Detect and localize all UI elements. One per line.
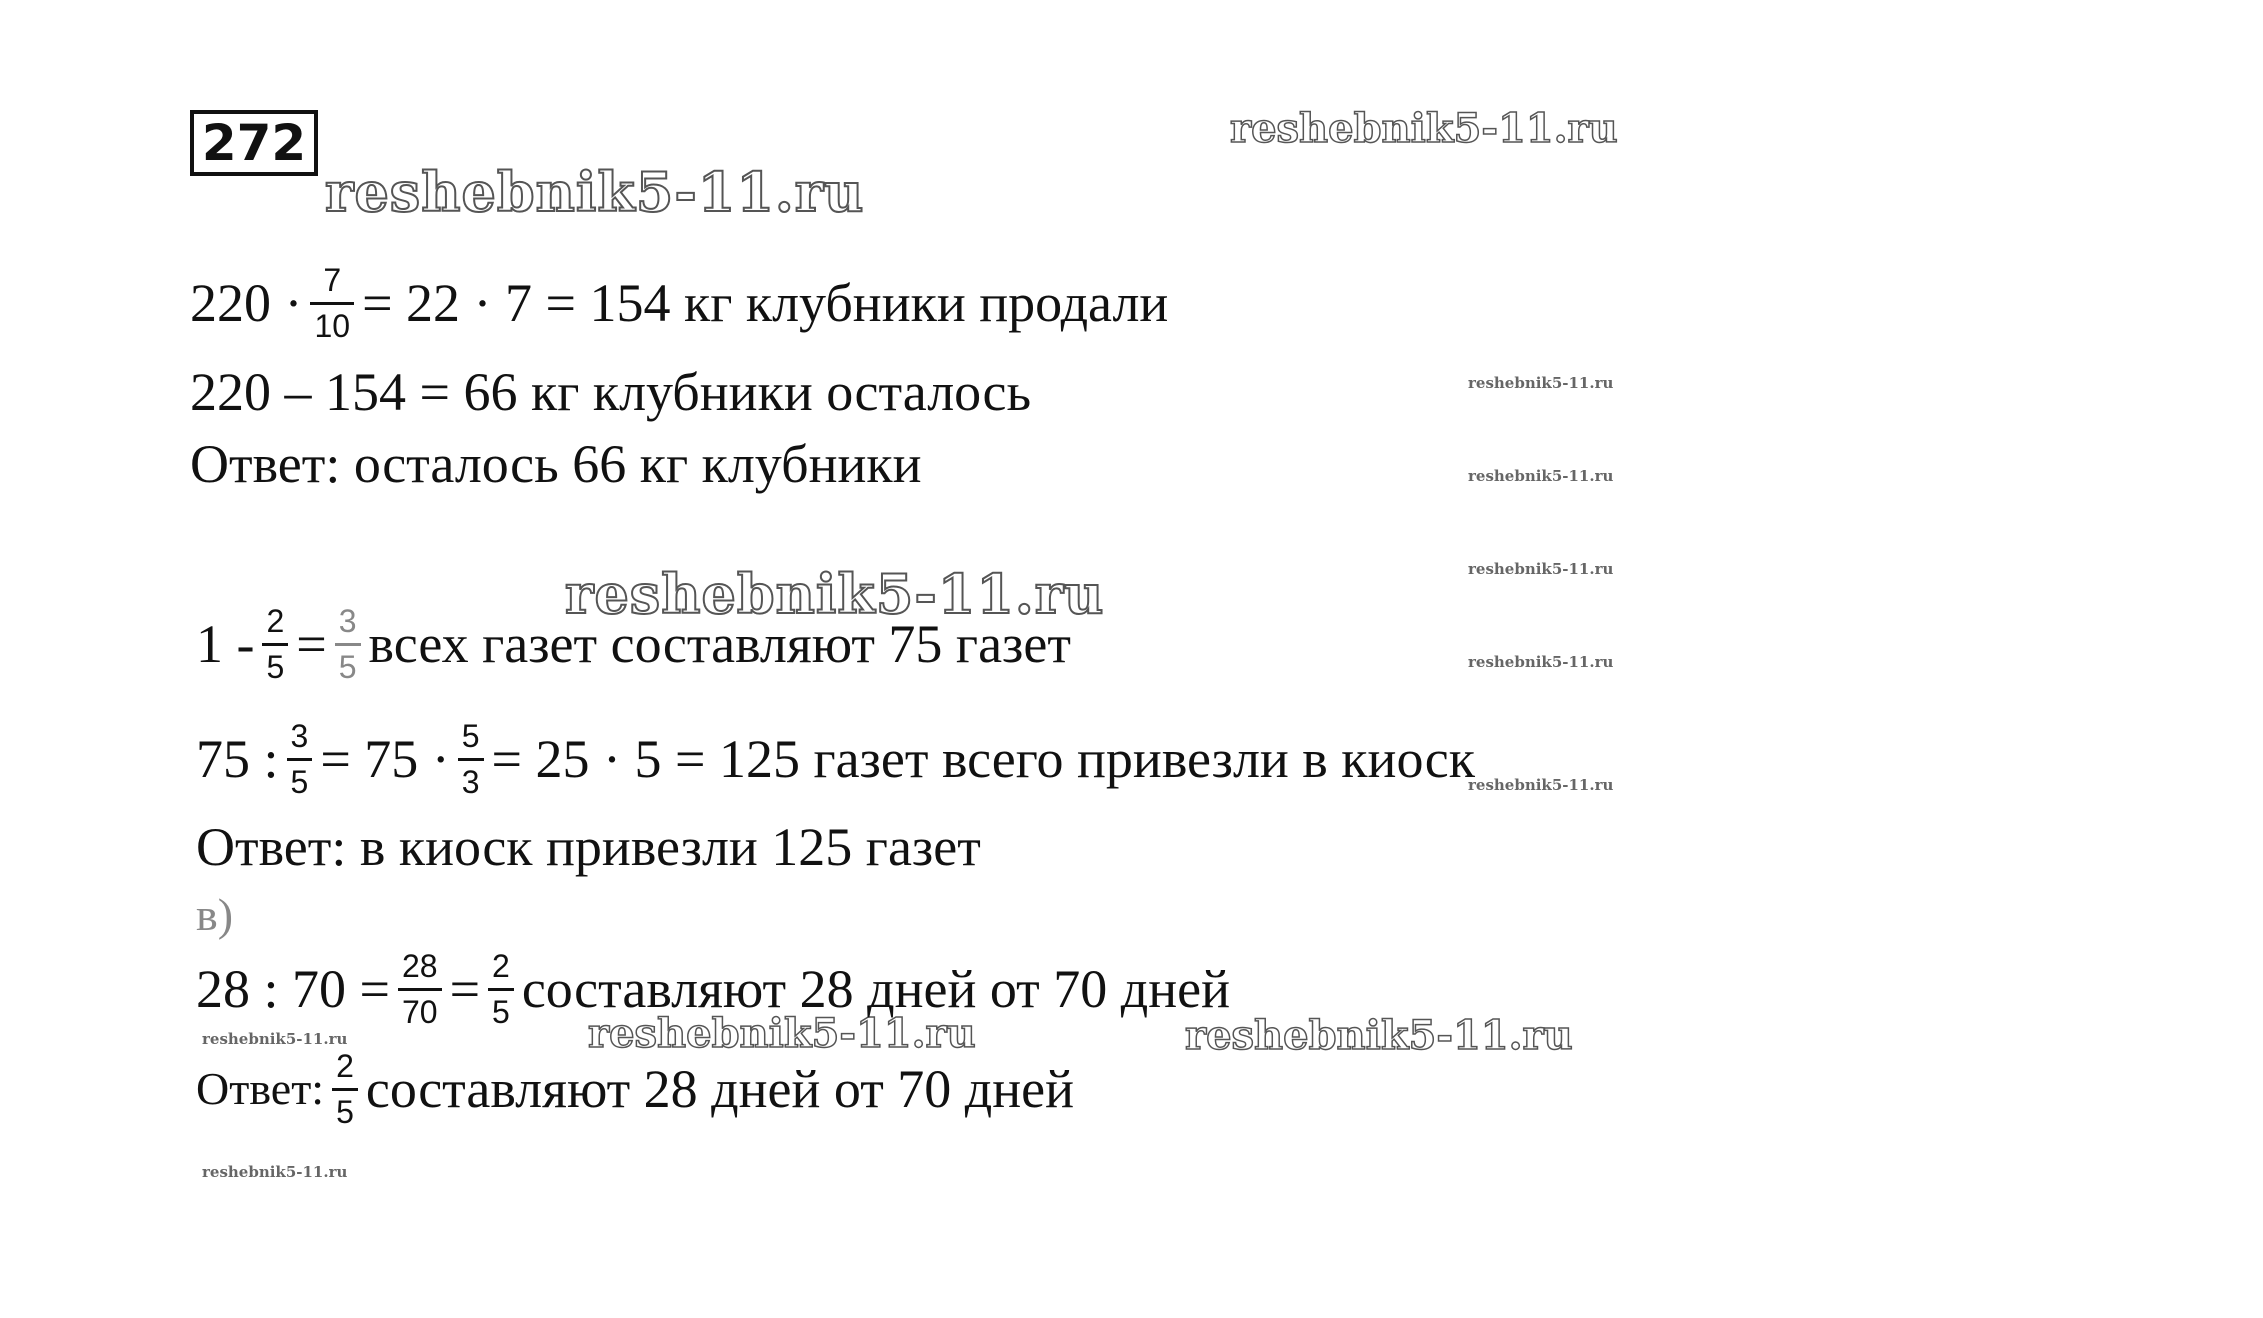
fraction-numerator: 2 [492, 948, 510, 984]
fraction-bar [332, 1088, 358, 1091]
fraction [287, 718, 313, 801]
fraction-bar [398, 988, 442, 991]
answer-label: Ответ: [196, 1063, 325, 1115]
part-c-line-1 [196, 948, 1230, 1031]
equals-sign: = [296, 614, 327, 675]
watermark: reshebnik5-11.ru [1468, 374, 1614, 392]
fraction-numerator: 3 [290, 718, 309, 754]
fraction-denominator: 5 [266, 648, 285, 685]
watermark: reshebnik5-11.ru [565, 562, 1105, 626]
watermark: reshebnik5-11.ru [202, 1030, 348, 1048]
fraction [310, 262, 354, 345]
watermark: reshebnik5-11.ru [588, 1010, 976, 1057]
fraction-numerator: 2 [266, 603, 285, 639]
fraction [335, 603, 361, 686]
fraction-bar [458, 758, 484, 761]
watermark: reshebnik5-11.ru [1468, 653, 1614, 671]
watermark: reshebnik5-11.ru [1468, 467, 1614, 485]
fraction [332, 1048, 358, 1131]
watermark: reshebnik5-11.ru [202, 1163, 348, 1181]
expr-text: = 22 · 7 = 154 кг клубники продали [362, 273, 1169, 334]
part-a-answer: Ответ: осталось 66 кг клубники [190, 434, 922, 494]
expr-text: = 25 · 5 = 125 газет всего привезли в киоск [491, 729, 1475, 790]
part-b-line-1 [196, 603, 1071, 686]
expr-text: 1 - [196, 614, 255, 675]
part-c-answer [196, 1048, 1074, 1131]
fraction-numerator: 2 [336, 1048, 354, 1084]
part-a-line-1 [190, 262, 1168, 345]
expr-text: = 75 · [320, 729, 450, 790]
part-c-label: в) [196, 889, 234, 940]
fraction [398, 948, 442, 1031]
problem-number: 272 [190, 110, 318, 176]
fraction-numerator: 5 [461, 718, 480, 754]
fraction-denominator: 10 [314, 307, 351, 344]
answer-text: составляют 28 дней от 70 дней [365, 1059, 1075, 1120]
fraction [458, 718, 484, 801]
fraction-denominator: 70 [401, 993, 438, 1030]
fraction-bar [287, 758, 313, 761]
fraction-numerator: 28 [401, 948, 438, 984]
watermark: reshebnik5-11.ru [1185, 1012, 1573, 1059]
expr-text: составляют 28 дней от 70 дней [521, 959, 1230, 1020]
fraction [488, 948, 514, 1031]
part-b-line-2 [196, 718, 1475, 801]
equals-sign: = [449, 959, 481, 1020]
fraction-bar [335, 643, 361, 646]
fraction-denominator: 3 [461, 763, 480, 800]
fraction-bar [488, 988, 514, 991]
expr-text: всех газет составляют 75 газет [368, 614, 1071, 675]
fraction [262, 603, 288, 686]
watermark: reshebnik5-11.ru [1468, 560, 1614, 578]
watermark: reshebnik5-11.ru [1468, 776, 1614, 794]
fraction-bar [262, 643, 288, 646]
fraction-numerator: 3 [338, 603, 357, 639]
part-a-line-2: 220 – 154 = 66 кг клубники осталось [190, 362, 1032, 422]
expr-text: 220 · [190, 273, 303, 334]
expr-text: 75 : [196, 729, 279, 790]
fraction-denominator: 5 [290, 763, 309, 800]
expr-text: 28 : 70 = [196, 959, 390, 1020]
fraction-bar [310, 302, 354, 305]
watermark: reshebnik5-11.ru [1230, 105, 1618, 152]
fraction-denominator: 5 [338, 648, 357, 685]
fraction-denominator: 5 [492, 993, 510, 1030]
fraction-denominator: 5 [336, 1093, 354, 1130]
watermark: reshebnik5-11.ru [325, 160, 865, 224]
fraction-numerator: 7 [323, 262, 342, 298]
part-b-answer: Ответ: в киоск привезли 125 газет [196, 817, 981, 877]
